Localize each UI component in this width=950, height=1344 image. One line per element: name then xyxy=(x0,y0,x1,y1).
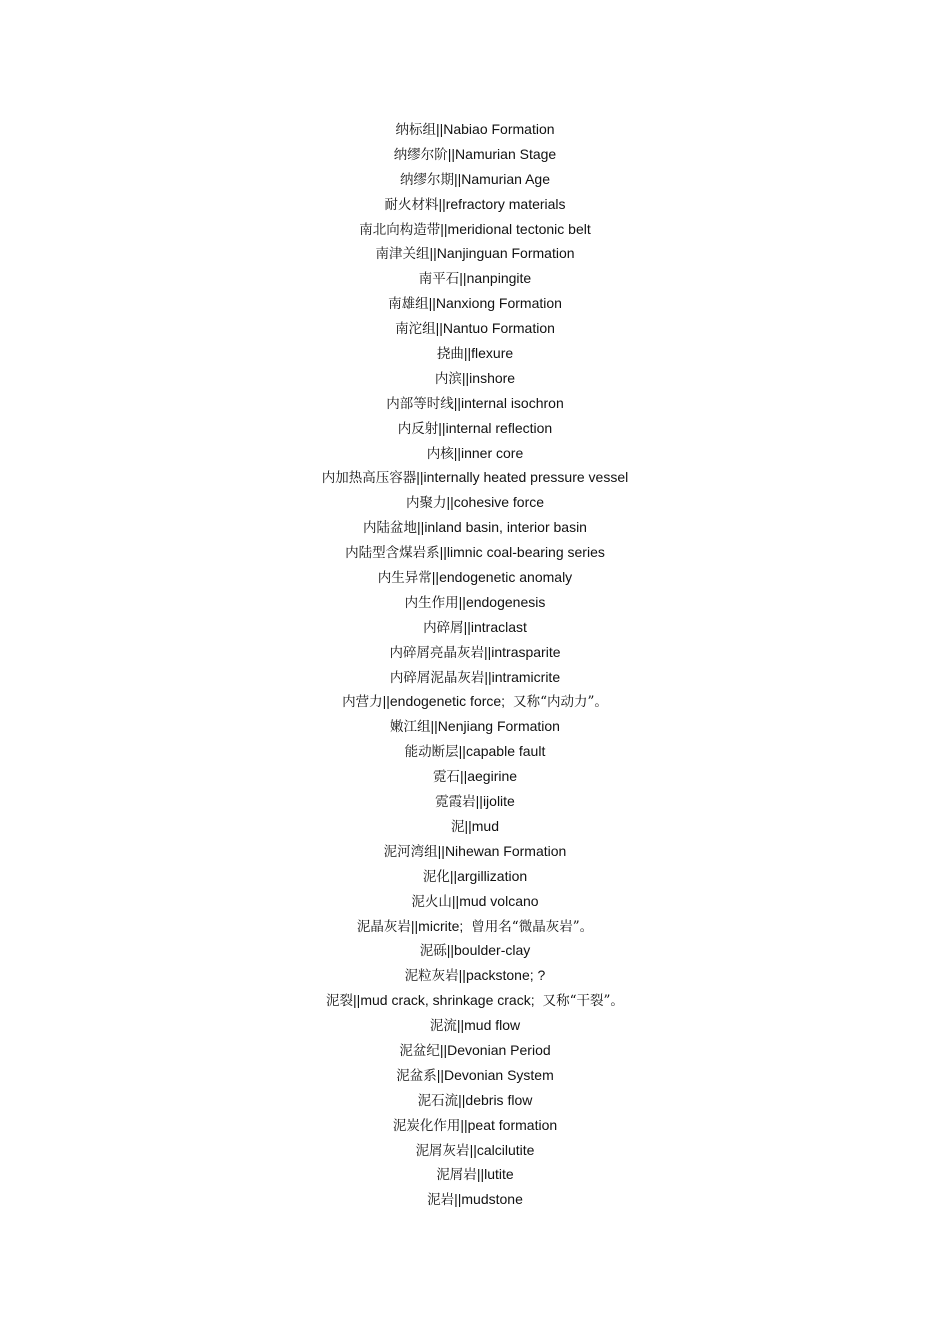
entry-separator: || xyxy=(454,1191,462,1208)
entry-chinese-term: 内滨 xyxy=(434,370,462,387)
glossary-page xyxy=(0,117,950,1212)
entry-chinese-term: 内生作用 xyxy=(404,594,459,611)
entry-english-term: mud crack, shrinkage crack; xyxy=(360,992,535,1009)
entry-english-term: Devonian Period xyxy=(447,1041,551,1058)
entry-chinese-term: 泥流 xyxy=(429,1018,457,1035)
entry-chinese-term: 纳标组 xyxy=(395,122,436,138)
entry-chinese-term: 泥砾 xyxy=(419,943,447,960)
glossary-entry xyxy=(0,1162,950,1187)
entry-chinese-term: 南津关组 xyxy=(375,246,430,263)
entry-english-term: ijolite xyxy=(482,793,515,810)
entry-separator: || xyxy=(410,917,419,934)
entry-separator: || xyxy=(430,718,438,735)
entry-english-term: aegirine xyxy=(467,768,518,785)
glossary-entry xyxy=(0,1038,950,1063)
glossary-list xyxy=(0,117,950,1212)
glossary-entry xyxy=(0,814,950,839)
entry-chinese-term: 霓霞岩 xyxy=(435,794,476,811)
entry-separator: || xyxy=(463,618,471,635)
entry-english-term: micrite; xyxy=(418,917,464,934)
entry-english-term: inner core xyxy=(461,444,524,461)
entry-chinese-term: 内加热高压容器 xyxy=(321,470,417,487)
entry-chinese-term: 内反射 xyxy=(397,420,439,437)
entry-english-term: Namurian Age xyxy=(461,170,550,187)
entry-separator: || xyxy=(428,295,436,312)
glossary-entry xyxy=(0,1138,950,1163)
entry-chinese-term: 南北向构造带 xyxy=(359,221,441,238)
glossary-entry xyxy=(0,441,950,466)
entry-chinese-term: 泥屑灰岩 xyxy=(415,1142,470,1159)
glossary-entry xyxy=(0,117,950,142)
entry-separator: || xyxy=(353,992,361,1009)
entry-english-term: Namurian Stage xyxy=(455,145,557,162)
entry-separator: || xyxy=(435,121,444,137)
entry-chinese-term: 内聚力 xyxy=(405,495,447,512)
glossary-entry xyxy=(0,416,950,441)
glossary-entry xyxy=(0,615,950,640)
entry-chinese-term: 泥盆纪 xyxy=(399,1042,440,1059)
entry-english-term: calcilutite xyxy=(476,1141,535,1158)
entry-chinese-term: 内核 xyxy=(426,445,454,462)
entry-english-term: packstone; ? xyxy=(465,967,546,984)
entry-separator: || xyxy=(436,1066,445,1083)
entry-separator: || xyxy=(437,842,445,859)
glossary-entry xyxy=(0,490,950,515)
entry-english-term: boulder-clay xyxy=(454,942,531,959)
entry-note: 曾用名“微晶灰岩”。 xyxy=(471,918,594,935)
glossary-entry xyxy=(0,316,950,341)
entry-chinese-term: 纳缪尔阶 xyxy=(393,146,448,163)
glossary-entry xyxy=(0,864,950,889)
entry-english-term: Nanxiong Formation xyxy=(435,295,562,312)
glossary-entry xyxy=(0,789,950,814)
entry-english-term: refractory materials xyxy=(445,195,566,212)
entry-english-term: Devonian System xyxy=(444,1066,554,1083)
entry-english-term: internally heated pressure vessel xyxy=(423,469,629,486)
entry-chinese-term: 泥石流 xyxy=(417,1092,459,1109)
glossary-entry xyxy=(0,640,950,665)
entry-chinese-term: 内碎屑亮晶灰岩 xyxy=(389,644,484,661)
entry-english-term: capable fault xyxy=(465,743,546,760)
entry-chinese-term: 内碎屑 xyxy=(423,619,464,636)
entry-chinese-term: 能动断层 xyxy=(404,744,459,761)
entry-english-term: debris flow xyxy=(465,1091,533,1108)
entry-separator: || xyxy=(453,444,461,461)
glossary-entry xyxy=(0,515,950,540)
entry-chinese-term: 泥 xyxy=(450,818,465,835)
glossary-entry xyxy=(0,665,950,690)
entry-separator: || xyxy=(429,245,437,262)
glossary-entry xyxy=(0,1063,950,1088)
entry-english-term: Nabiao Formation xyxy=(443,121,555,137)
entry-separator: || xyxy=(459,270,467,287)
glossary-entry xyxy=(0,192,950,217)
entry-separator: || xyxy=(438,195,446,212)
glossary-entry xyxy=(0,938,950,963)
entry-english-term: mud volcano xyxy=(459,892,539,909)
entry-separator: || xyxy=(461,369,470,386)
glossary-entry xyxy=(0,914,950,939)
entry-chinese-term: 内部等时线 xyxy=(386,395,454,412)
entry-separator: || xyxy=(453,394,462,411)
entry-separator: || xyxy=(459,768,468,785)
entry-chinese-term: 耐火材料 xyxy=(384,196,439,213)
glossary-entry xyxy=(0,590,950,615)
entry-chinese-term: 挠曲 xyxy=(436,346,464,363)
entry-english-term: limnic coal-bearing series xyxy=(446,544,605,561)
entry-separator: || xyxy=(447,145,456,162)
glossary-entry xyxy=(0,266,950,291)
entry-separator: || xyxy=(382,693,390,710)
entry-chinese-term: 泥晶灰岩 xyxy=(356,918,411,935)
entry-note: 又称“内动力”。 xyxy=(513,694,608,711)
entry-chinese-term: 南雄组 xyxy=(388,296,429,313)
entry-english-term: nanpingite xyxy=(466,270,532,287)
entry-english-term: internal isochron xyxy=(461,394,564,411)
entry-separator: || xyxy=(476,1166,485,1183)
entry-separator: || xyxy=(416,469,424,486)
entry-chinese-term: 泥火山 xyxy=(411,893,452,910)
entry-separator: || xyxy=(463,345,472,362)
entry-separator: || xyxy=(417,519,425,536)
entry-english-term: Nanjinguan Formation xyxy=(436,245,575,262)
entry-chinese-term: 泥炭化作用 xyxy=(392,1117,461,1134)
glossary-entry xyxy=(0,217,950,242)
glossary-entry xyxy=(0,540,950,565)
entry-chinese-term: 泥屑岩 xyxy=(436,1167,477,1184)
entry-english-term: intramicrite xyxy=(491,668,561,685)
entry-english-term: endogenesis xyxy=(465,593,546,610)
glossary-entry xyxy=(0,889,950,914)
entry-separator: || xyxy=(483,643,492,660)
entry-separator: || xyxy=(458,967,466,984)
entry-chinese-term: 纳缪尔期 xyxy=(400,171,454,188)
glossary-entry xyxy=(0,714,950,739)
entry-separator: || xyxy=(440,220,448,237)
entry-separator: || xyxy=(446,494,454,511)
glossary-entry xyxy=(0,465,950,490)
entry-english-term: argillization xyxy=(457,867,528,884)
entry-english-term: endogenetic anomaly xyxy=(439,569,573,586)
entry-chinese-term: 内碎屑泥晶灰岩 xyxy=(389,669,485,686)
entry-chinese-term: 南平石 xyxy=(418,271,460,288)
entry-chinese-term: 南沱组 xyxy=(395,321,436,338)
entry-english-term: mudstone xyxy=(461,1191,523,1208)
entry-chinese-term: 泥盆系 xyxy=(396,1067,437,1084)
entry-separator: || xyxy=(439,544,447,561)
entry-english-term: Nantuo Formation xyxy=(442,320,555,337)
glossary-entry xyxy=(0,839,950,864)
entry-separator: || xyxy=(431,569,440,586)
glossary-entry xyxy=(0,689,950,714)
entry-chinese-term: 嫩江组 xyxy=(390,719,431,736)
entry-separator: || xyxy=(438,419,446,436)
entry-separator: || xyxy=(484,668,492,685)
entry-english-term: inland basin, interior basin xyxy=(424,519,587,536)
entry-english-term: intraclast xyxy=(470,618,527,635)
entry-separator: || xyxy=(464,817,472,834)
entry-separator: || xyxy=(460,1116,468,1133)
glossary-entry xyxy=(0,739,950,764)
glossary-entry xyxy=(0,142,950,167)
entry-separator: || xyxy=(458,1091,466,1108)
entry-separator: || xyxy=(475,793,483,810)
entry-separator: || xyxy=(469,1141,477,1158)
glossary-entry xyxy=(0,366,950,391)
entry-separator: || xyxy=(451,892,460,909)
entry-english-term: meridional tectonic belt xyxy=(447,220,591,237)
entry-english-term: internal reflection xyxy=(445,419,553,436)
entry-english-term: Nihewan Formation xyxy=(444,842,567,859)
entry-separator: || xyxy=(456,1017,465,1034)
glossary-entry xyxy=(0,1088,950,1113)
entry-chinese-term: 内陆盆地 xyxy=(363,520,418,537)
entry-chinese-term: 内生异常 xyxy=(377,570,432,587)
entry-chinese-term: 泥化 xyxy=(422,868,450,885)
entry-english-term: Nenjiang Formation xyxy=(437,718,560,735)
entry-separator: || xyxy=(458,593,466,610)
entry-separator: || xyxy=(435,320,443,337)
glossary-entry xyxy=(0,1187,950,1212)
glossary-entry xyxy=(0,565,950,590)
glossary-entry xyxy=(0,963,950,988)
entry-english-term: lutite xyxy=(484,1166,514,1183)
entry-separator: || xyxy=(458,743,466,760)
entry-chinese-term: 泥河湾组 xyxy=(383,843,438,860)
entry-english-term: mud flow xyxy=(464,1017,521,1034)
entry-chinese-term: 内陆型含煤岩系 xyxy=(345,545,440,562)
entry-separator: || xyxy=(454,170,462,187)
entry-separator: || xyxy=(449,867,458,884)
entry-chinese-term: 内营力 xyxy=(342,694,383,711)
glossary-entry xyxy=(0,1013,950,1038)
glossary-entry xyxy=(0,764,950,789)
entry-english-term: cohesive force xyxy=(453,494,545,511)
entry-separator: || xyxy=(439,1041,448,1058)
entry-chinese-term: 霓石 xyxy=(432,769,460,786)
entry-english-term: mud xyxy=(471,817,499,834)
entry-english-term: inshore xyxy=(469,369,516,386)
glossary-entry xyxy=(0,1113,950,1138)
entry-english-term: peat formation xyxy=(467,1116,558,1133)
entry-chinese-term: 泥裂 xyxy=(326,993,354,1010)
glossary-entry xyxy=(0,167,950,192)
entry-separator: || xyxy=(446,942,454,959)
entry-english-term: endogenetic force; xyxy=(389,693,506,710)
glossary-entry xyxy=(0,241,950,266)
glossary-entry xyxy=(0,291,950,316)
entry-chinese-term: 泥粒灰岩 xyxy=(404,968,459,985)
entry-chinese-term: 泥岩 xyxy=(427,1192,455,1209)
glossary-entry xyxy=(0,341,950,366)
entry-english-term: flexure xyxy=(471,345,514,362)
entry-english-term: intrasparite xyxy=(491,643,561,660)
glossary-entry xyxy=(0,988,950,1013)
glossary-entry xyxy=(0,391,950,416)
entry-note: 又称“干裂”。 xyxy=(542,993,624,1010)
